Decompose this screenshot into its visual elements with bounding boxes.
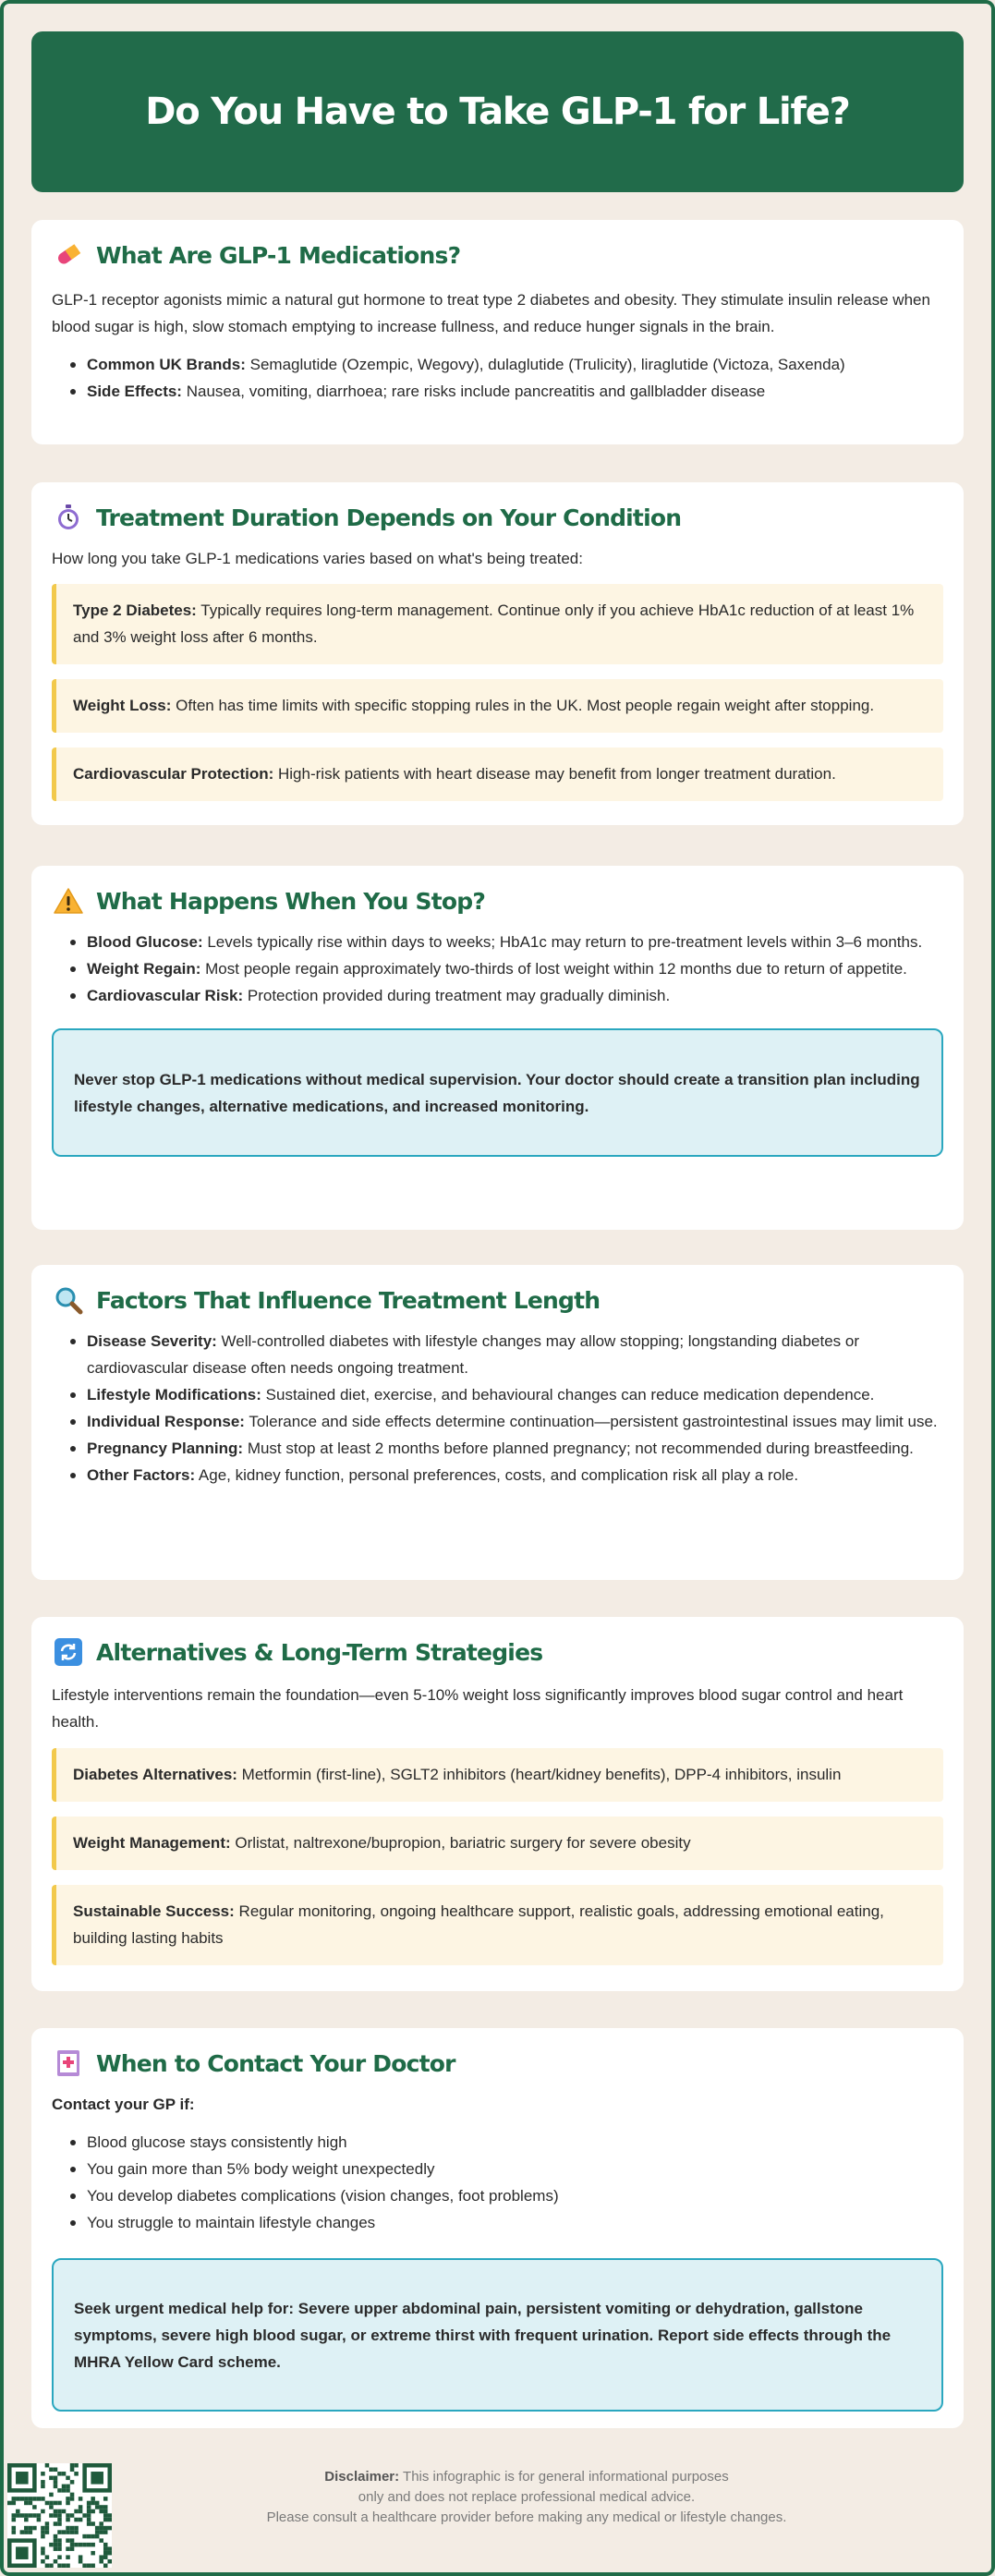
list-item: Disease Severity: Well-controlled diabetes with lifestyle changes may allow stopping; longstanding diabetes or cardiovascular disease often needs ongoing treatment. xyxy=(67,1328,943,1381)
warning-icon xyxy=(52,884,85,917)
doctor-bag-icon xyxy=(52,2047,85,2080)
stopwatch-icon xyxy=(52,501,85,534)
list-item: Weight Regain: Most people regain approximately two-thirds of lost weight within 12 months due to return of appetite. xyxy=(67,955,943,982)
bullet-list xyxy=(52,2129,943,2236)
section-intro: How long you take GLP-1 medications varies based on what's being treated: xyxy=(52,550,583,567)
refresh-icon xyxy=(52,1635,85,1669)
disclaimer-line-3: Please consult a healthcare provider before making any medical or lifestyle changes. xyxy=(266,2509,787,2525)
disclaimer-label: Disclaimer: xyxy=(324,2469,400,2485)
qr-code-icon xyxy=(7,2463,112,2568)
card-treatment-duration xyxy=(31,482,964,825)
card-factors xyxy=(31,1265,964,1580)
section-intro: Lifestyle interventions remain the foundation—even 5-10% weight loss significantly improves blood sugar control and heart health. xyxy=(52,1686,904,1731)
list-item: Cardiovascular Risk: Protection provided during treatment may gradually diminish. xyxy=(67,982,943,1009)
note-box: Weight Loss: Often has time limits with specific stopping rules in the UK. Most people regain weight after stopping. xyxy=(52,679,943,733)
section-title: Treatment Duration Depends on Your Condition xyxy=(96,504,682,531)
list-item: Other Factors: Age, kidney function, personal preferences, costs, and complication risk all play a role. xyxy=(67,1462,943,1488)
magnifier-icon xyxy=(52,1283,85,1317)
section-title: Alternatives & Long-Term Strategies xyxy=(96,1638,543,1666)
note-box: Cardiovascular Protection: High-risk patients with heart disease may benefit from longer treatment duration. xyxy=(52,747,943,801)
section-heading xyxy=(52,1282,943,1318)
note-box: Diabetes Alternatives: Metformin (first-line), SGLT2 inhibitors (heart/kidney benefits), DPP-4 inhibitors, insulin xyxy=(52,1748,943,1802)
list-item: Blood glucose stays consistently high xyxy=(67,2129,943,2156)
section-title: What Happens When You Stop? xyxy=(96,887,486,915)
list-item: You gain more than 5% body weight unexpectedly xyxy=(67,2156,943,2182)
list-item: Side Effects: Nausea, vomiting, diarrhoea; rare risks include pancreatitis and gallbladder disease xyxy=(67,378,943,405)
contact-lead: Contact your GP if: xyxy=(52,2096,195,2113)
list-item: You develop diabetes complications (vision changes, foot problems) xyxy=(67,2182,943,2209)
disclaimer-line-2: only and does not replace professional medical advice. xyxy=(358,2489,696,2505)
section-heading xyxy=(52,2045,943,2082)
section-heading xyxy=(52,882,943,919)
section-title: When to Contact Your Doctor xyxy=(96,2049,455,2077)
section-heading xyxy=(52,499,943,536)
note-box: Sustainable Success: Regular monitoring, ongoing healthcare support, realistic goals, addressing emotional eating, building lasting habits xyxy=(52,1885,943,1965)
list-item: Blood Glucose: Levels typically rise within days to weeks; HbA1c may return to pre-treatment levels within 3–6 months. xyxy=(67,929,943,955)
note-box: Weight Management: Orlistat, naltrexone/bupropion, bariatric surgery for severe obesity xyxy=(52,1817,943,1870)
card-what-are-glp1 xyxy=(31,220,964,444)
disclaimer-line-1: This infographic is for general informational purposes xyxy=(399,2469,729,2485)
section-title: What Are GLP-1 Medications? xyxy=(96,241,461,269)
page-header xyxy=(31,31,964,192)
page-title: Do You Have to Take GLP-1 for Life? xyxy=(145,91,850,133)
list-item: Pregnancy Planning: Must stop at least 2 months before planned pregnancy; not recommended during breastfeeding. xyxy=(67,1435,943,1462)
section-intro: GLP-1 receptor agonists mimic a natural gut hormone to treat type 2 diabetes and obesity. They stimulate insulin release when blood sugar is high, slow stomach emptying to increase fullness, and reduce hunger signals in the brain. xyxy=(52,291,930,335)
card-alternatives xyxy=(31,1617,964,1991)
bullet-list xyxy=(52,351,943,405)
note-box: Type 2 Diabetes: Typically requires long-term management. Continue only if you achieve HbA1c reduction of at least 1% and 3% weight loss after 6 months. xyxy=(52,584,943,664)
section-heading xyxy=(52,1634,943,1671)
card-what-happens-stop xyxy=(31,866,964,1230)
bullet-list xyxy=(52,1328,943,1488)
section-heading xyxy=(52,237,943,273)
urgent-callout xyxy=(52,2258,943,2412)
urgent-callout-text: Seek urgent medical help for: Severe upper abdominal pain, persistent vomiting or dehydration, gallstone symptoms, severe high blood sugar, or extreme thirst with frequent urination. Report side effects through the MHRA Yellow Card scheme. xyxy=(74,2299,892,2371)
pill-icon xyxy=(52,238,85,272)
disclaimer xyxy=(185,2467,868,2528)
card-contact-doctor xyxy=(31,2028,964,2428)
list-item: Individual Response: Tolerance and side effects determine continuation—persistent gastrointestinal issues may limit use. xyxy=(67,1408,943,1435)
list-item: Lifestyle Modifications: Sustained diet, exercise, and behavioural changes can reduce medication dependence. xyxy=(67,1381,943,1408)
list-item: Common UK Brands: Semaglutide (Ozempic, Wegovy), dulaglutide (Trulicity), liraglutide (Victoza, Saxenda) xyxy=(67,351,943,378)
list-item: You struggle to maintain lifestyle changes xyxy=(67,2209,943,2236)
warning-callout xyxy=(52,1028,943,1157)
warning-callout-text: Never stop GLP-1 medications without medical supervision. Your doctor should create a transition plan including lifestyle changes, alternative medications, and increased monitoring. xyxy=(74,1070,920,1115)
bullet-list xyxy=(52,929,943,1009)
section-title: Factors That Influence Treatment Length xyxy=(96,1286,601,1314)
